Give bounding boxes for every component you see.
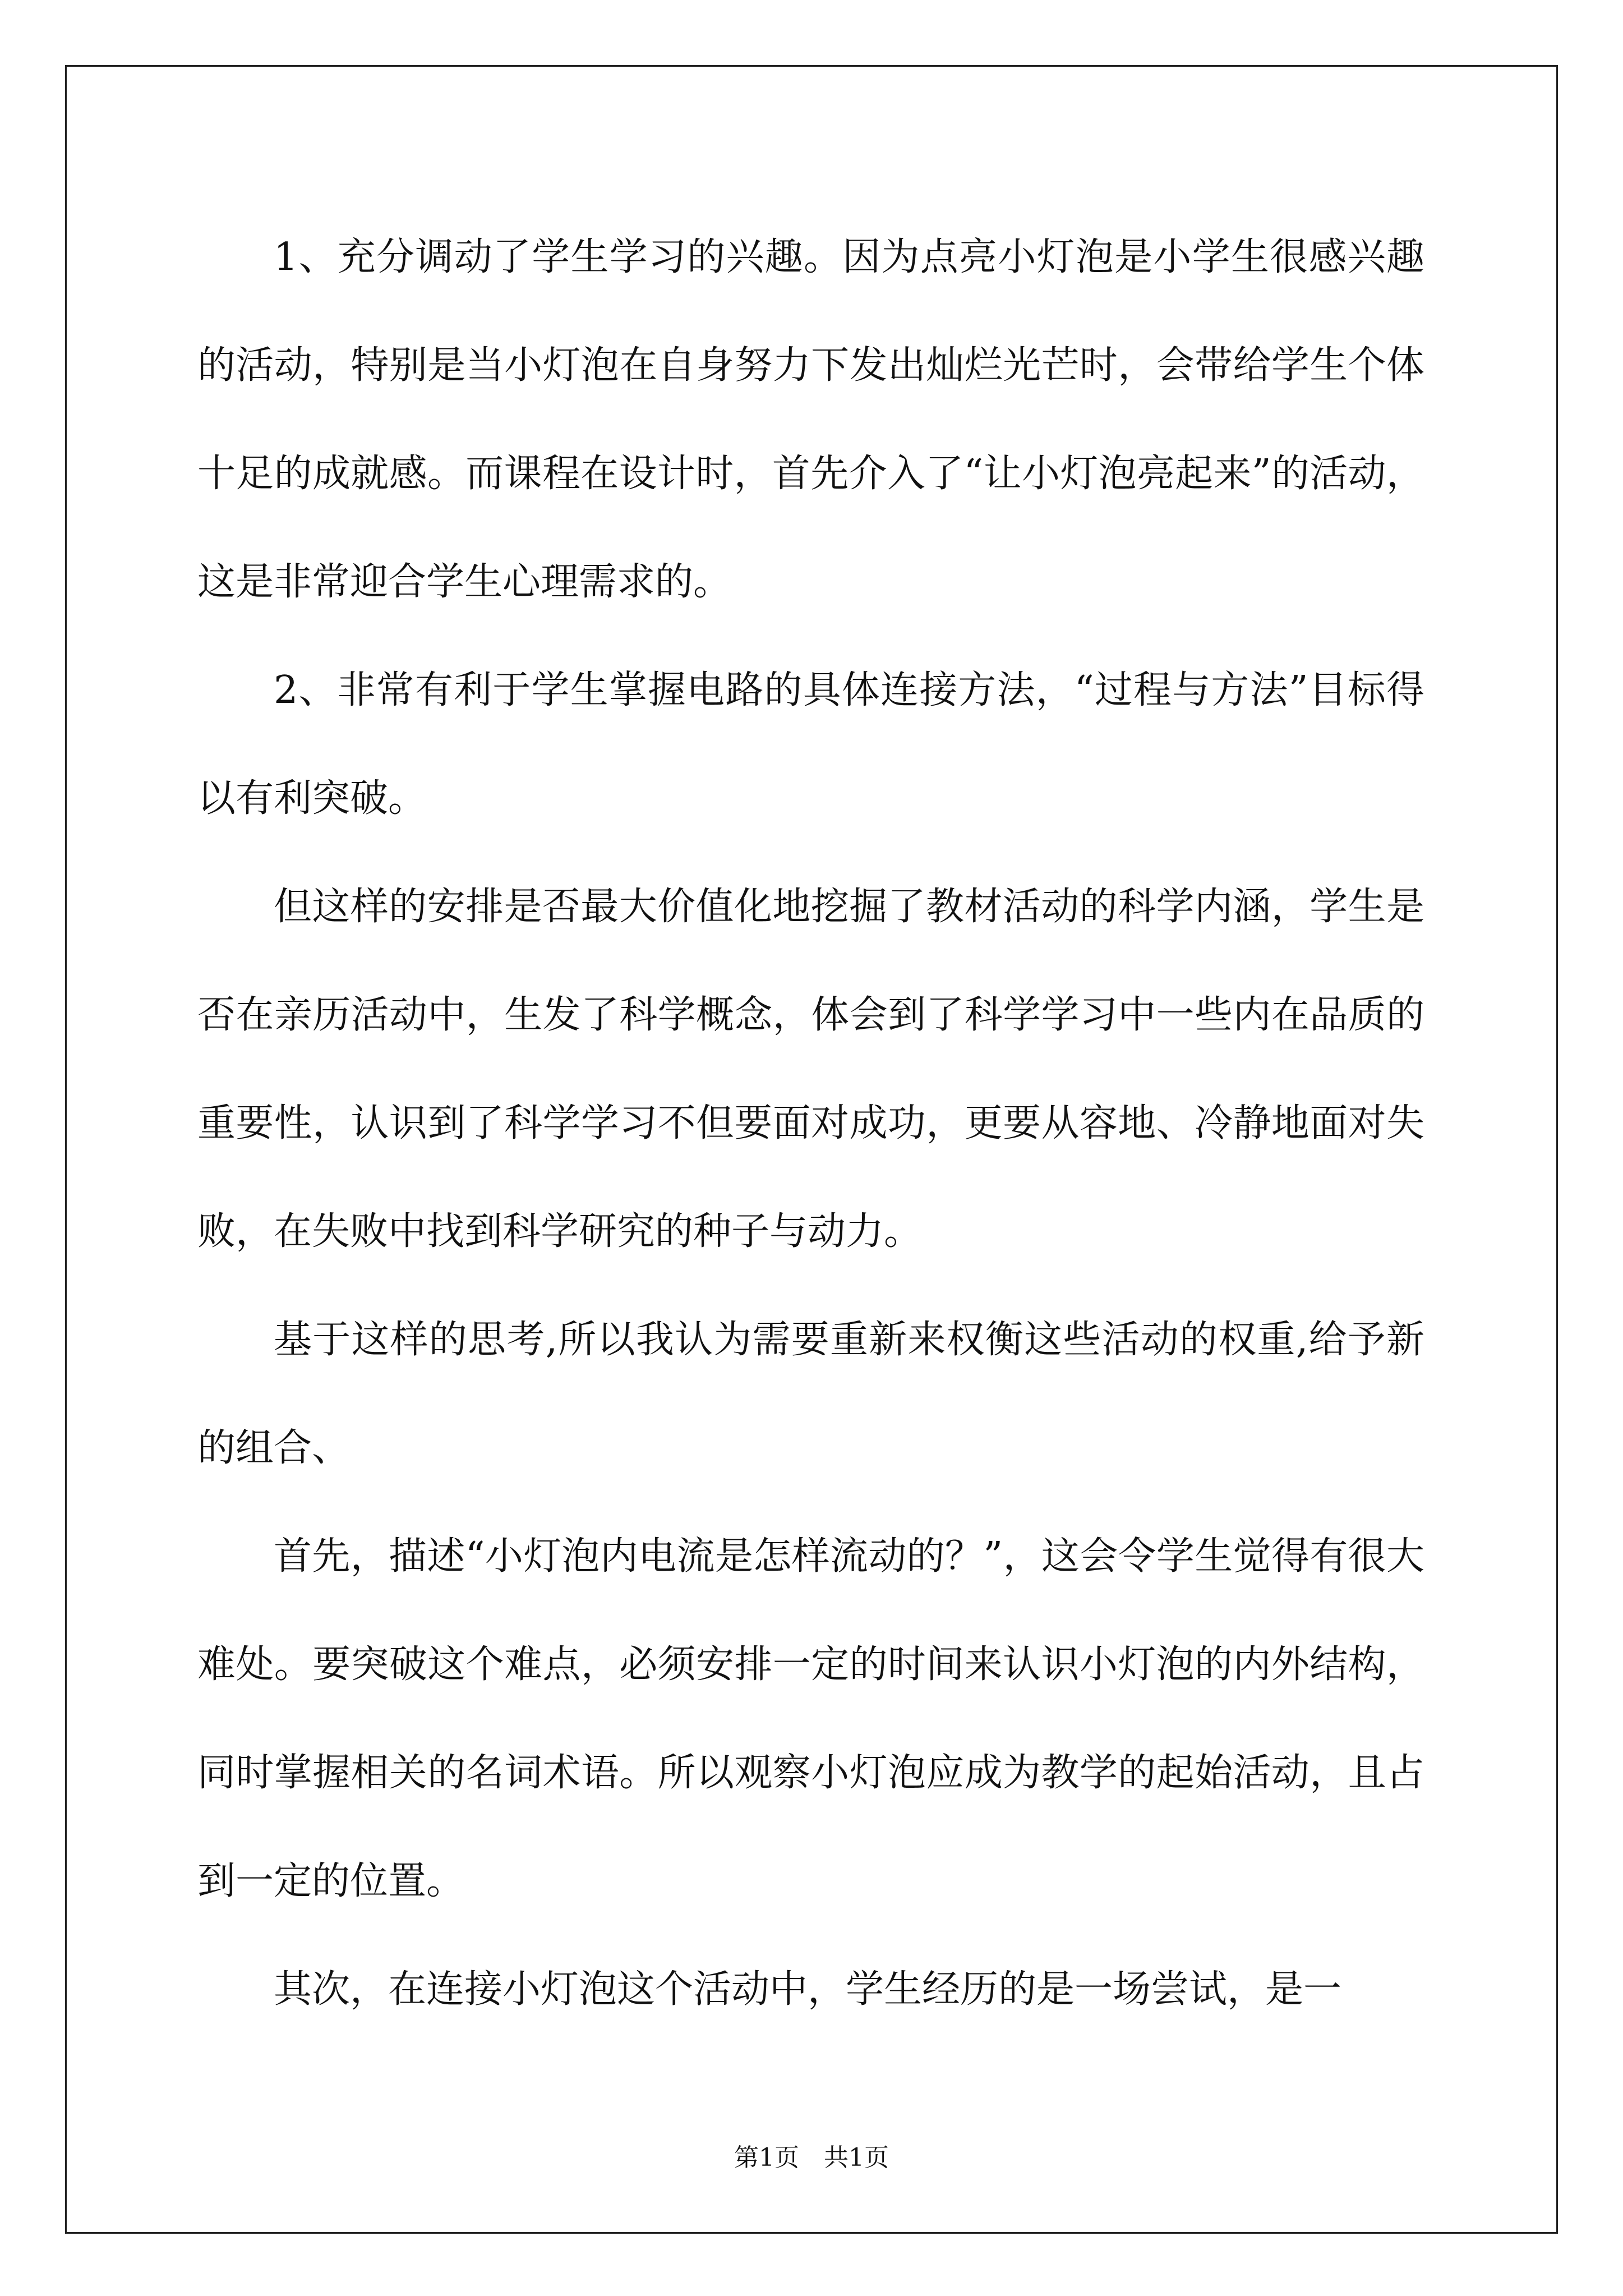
- document-body: [197, 203, 1424, 2044]
- page-number-footer: 第1页 共1页: [734, 2143, 889, 2172]
- paragraph-3: 但这样的安排是否最大价值化地挖掘了教材活动的科学内涵，学生是否在亲历活动中，生发了科学概念，体会到了科学学习中一些内在品质的重要性，认识到了科学学习不但要面对成功，更要从容地、冷静地面对失败，在失败中找到科学研究的种子与动力。: [197, 885, 1424, 1254]
- paragraph-5: 首先，描述“小灯泡内电流是怎样流动的？”，这会令学生觉得有很大难处。要突破这个难点，必须安排一定的时间来认识小灯泡的内外结构，同时掌握相关的名词术语。所以观察小灯泡应成为教学的起始活动，且占到一定的位置。: [197, 1534, 1424, 1903]
- paragraph-6: 其次，在连接小灯泡这个活动中，学生经历的是一场尝试，是一: [274, 1967, 1342, 2012]
- paragraph-1: 1、充分调动了学生学习的兴趣。因为点亮小灯泡是小学生很感兴趣的活动，特别是当小灯泡在自身努力下发出灿烂光芒时，会带给学生个体十足的成就感。而课程在设计时，首先介入了“让小灯泡亮起来”的活动，这是非常迎合学生心理需求的。: [197, 235, 1424, 604]
- paragraph-2: 2、非常有利于学生掌握电路的具体连接方法，“过程与方法”目标得以有利突破。: [197, 668, 1424, 821]
- paragraph-4: 基于这样的思考,所以我认为需要重新来权衡这些活动的权重,给予新的组合、: [197, 1318, 1424, 1470]
